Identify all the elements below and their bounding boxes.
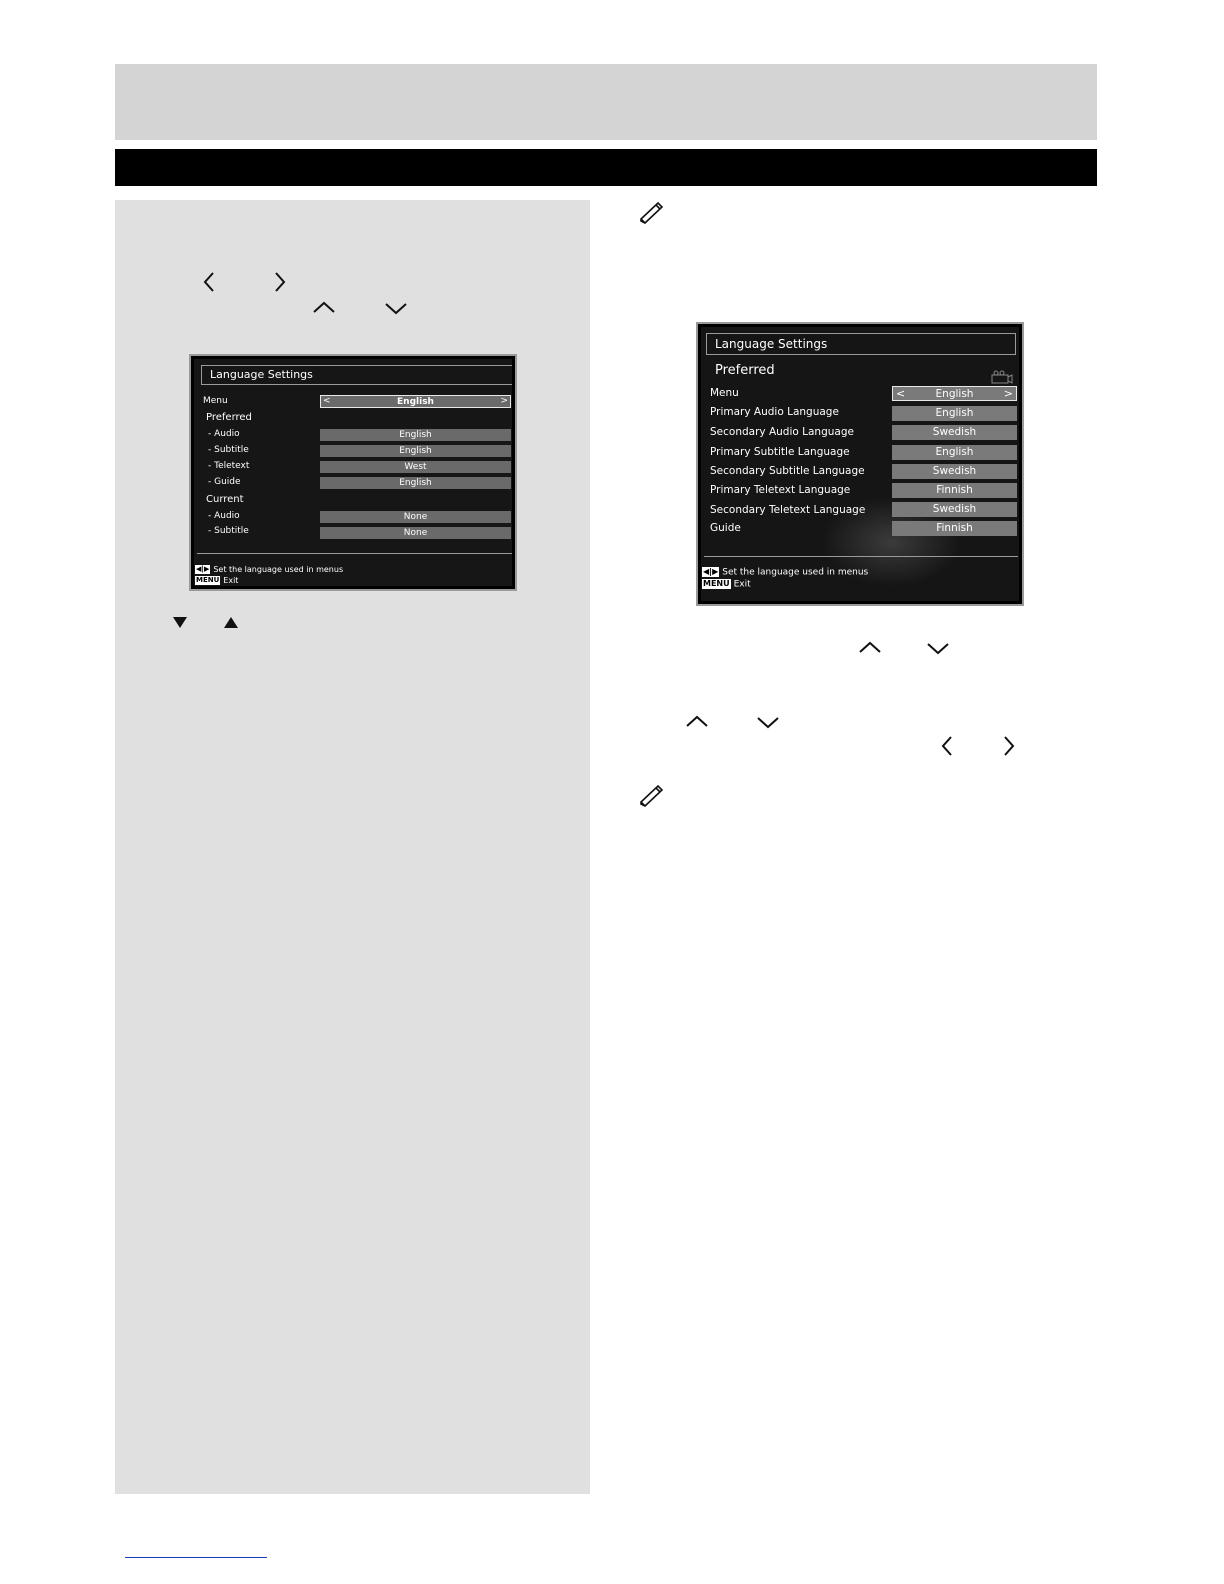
left-right-key-icon: ◀|▶: [196, 565, 210, 573]
navigate-hint-text: Set the language used in menus: [722, 567, 869, 578]
secondary-subtitle-language-label: Secondary Subtitle Language: [710, 465, 865, 477]
chevron-down-icon: [756, 710, 780, 734]
primary-audio-language-label: Primary Audio Language: [710, 406, 839, 418]
header-band: [115, 64, 1097, 140]
primary-audio-language-value[interactable]: English: [892, 406, 1017, 421]
chevron-left-icon: [936, 734, 960, 758]
pencil-note-icon: [637, 199, 665, 227]
exit-hint-text: Exit: [733, 579, 751, 590]
preferred-subtitle-label: - Subtitle: [208, 445, 249, 455]
navigate-hint: [702, 567, 868, 579]
chevron-down-icon: [926, 636, 950, 660]
preferred-teletext-label: - Teletext: [208, 461, 250, 471]
menu-key-icon: MENU: [196, 576, 220, 584]
menu-language-value: English: [935, 388, 974, 400]
guide-label: Guide: [710, 522, 741, 534]
primary-teletext-language-label: Primary Teletext Language: [710, 484, 851, 496]
current-audio-label: - Audio: [208, 511, 240, 521]
navigate-hint: [195, 565, 343, 575]
preferred-guide-label: - Guide: [208, 477, 241, 487]
chevron-right-icon: >: [1003, 387, 1013, 400]
secondary-teletext-language-value[interactable]: Swedish: [892, 502, 1017, 517]
exit-hint: [195, 576, 238, 586]
primary-teletext-language-value[interactable]: Finnish: [892, 483, 1017, 498]
screen-divider: [704, 556, 1018, 557]
chevron-right-icon: [267, 270, 291, 294]
menu-key-icon: MENU: [703, 579, 730, 588]
secondary-audio-language-value[interactable]: Swedish: [892, 425, 1017, 440]
primary-subtitle-language-label: Primary Subtitle Language: [710, 446, 850, 458]
triangle-up-icon: [221, 612, 241, 632]
triangle-down-icon: [170, 612, 190, 632]
menu-language-selector[interactable]: [892, 386, 1017, 401]
menu-label: Menu: [203, 396, 228, 406]
chevron-left-icon: <: [323, 396, 331, 406]
chevron-right-icon: >: [500, 396, 508, 406]
preferred-audio-label: - Audio: [208, 429, 240, 439]
preferred-heading: Preferred: [206, 412, 252, 423]
primary-subtitle-language-value[interactable]: English: [892, 445, 1017, 460]
preferred-teletext-value[interactable]: West: [320, 461, 511, 473]
menu-label: Menu: [710, 387, 739, 399]
current-subtitle-label: - Subtitle: [208, 526, 249, 536]
chevron-up-icon: [685, 710, 709, 734]
exit-hint-text: Exit: [223, 576, 239, 585]
screen-divider: [197, 553, 512, 554]
chevron-left-icon: <: [896, 387, 906, 400]
screen-title: Language Settings: [706, 333, 1016, 355]
menu-language-selector[interactable]: [320, 395, 511, 408]
menu-language-value: English: [397, 397, 434, 407]
language-settings-screen-small: [189, 354, 517, 591]
current-heading: Current: [206, 494, 244, 505]
chevron-left-icon: [198, 270, 222, 294]
exit-hint: [702, 579, 751, 591]
chevron-up-icon: [858, 636, 882, 660]
guide-value[interactable]: Finnish: [892, 521, 1017, 536]
current-audio-value[interactable]: None: [320, 511, 511, 523]
screen-title: Language Settings: [201, 365, 512, 385]
chevron-up-icon: [312, 296, 336, 320]
preferred-heading: Preferred: [715, 363, 775, 378]
chevron-down-icon: [384, 296, 408, 320]
footer-link-underline[interactable]: [125, 1557, 267, 1558]
navigate-hint-text: Set the language used in menus: [213, 565, 344, 574]
left-right-key-icon: ◀|▶: [703, 567, 719, 576]
secondary-teletext-language-label: Secondary Teletext Language: [710, 504, 866, 516]
pencil-note-icon: [637, 782, 665, 810]
language-settings-screen-large: [696, 322, 1024, 606]
camera-icon: [991, 369, 1013, 383]
preferred-guide-value[interactable]: English: [320, 477, 511, 489]
current-subtitle-value[interactable]: None: [320, 527, 511, 539]
secondary-audio-language-label: Secondary Audio Language: [710, 426, 854, 438]
section-title-bar: [115, 149, 1097, 186]
preferred-audio-value[interactable]: English: [320, 429, 511, 441]
preferred-subtitle-value[interactable]: English: [320, 445, 511, 457]
secondary-subtitle-language-value[interactable]: Swedish: [892, 464, 1017, 479]
chevron-right-icon: [996, 734, 1020, 758]
